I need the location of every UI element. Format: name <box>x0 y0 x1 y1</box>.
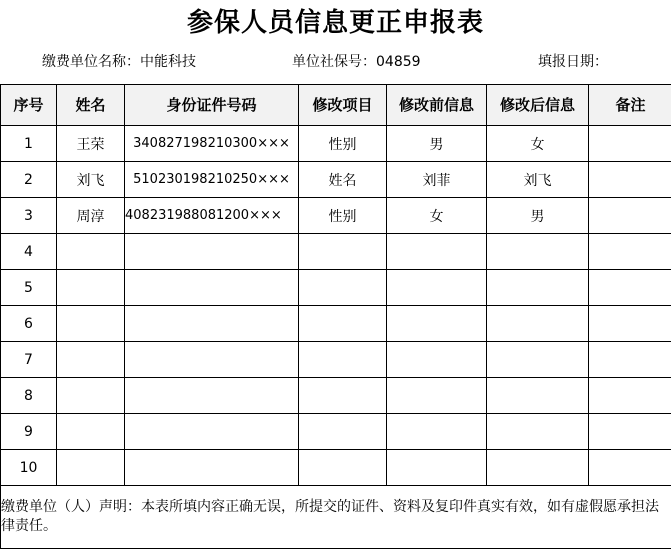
page-title: 参保人员信息更正申报表 <box>0 2 671 39</box>
cell-modified-item[interactable]: 姓名 <box>299 162 387 198</box>
cell-before-info[interactable]: 男 <box>387 126 487 162</box>
fill-date: 填报日期： <box>538 51 608 71</box>
unit-name: 缴费单位名称：中能科技 <box>42 51 196 71</box>
cell-seq[interactable]: 4 <box>1 234 57 270</box>
header-seq: 序号 <box>1 85 57 126</box>
table-row <box>1 234 671 270</box>
cell-id-number[interactable] <box>125 450 299 486</box>
header-modified-item: 修改项目 <box>299 85 387 126</box>
cell-seq[interactable]: 10 <box>1 450 57 486</box>
cell-remarks[interactable] <box>589 306 671 342</box>
cell-seq[interactable]: 5 <box>1 270 57 306</box>
table-row <box>1 342 671 378</box>
cell-name[interactable] <box>57 342 125 378</box>
cell-seq[interactable]: 8 <box>1 378 57 414</box>
cell-id-number[interactable] <box>125 378 299 414</box>
cell-after-info[interactable] <box>487 450 589 486</box>
cell-seq[interactable]: 1 <box>1 126 57 162</box>
cell-name[interactable] <box>57 450 125 486</box>
cell-after-info[interactable]: 男 <box>487 198 589 234</box>
table-row <box>1 162 671 198</box>
cell-name[interactable]: 周淳 <box>57 198 125 234</box>
table-row <box>1 306 671 342</box>
cell-seq[interactable]: 2 <box>1 162 57 198</box>
cell-name[interactable] <box>57 306 125 342</box>
cell-id-number[interactable] <box>125 234 299 270</box>
header-before-info: 修改前信息 <box>387 85 487 126</box>
cell-remarks[interactable] <box>589 378 671 414</box>
cell-after-info[interactable] <box>487 414 589 450</box>
cell-modified-item[interactable]: 性别 <box>299 126 387 162</box>
cell-before-info[interactable] <box>387 378 487 414</box>
cell-name[interactable] <box>57 414 125 450</box>
correction-table <box>0 84 671 549</box>
cell-id-number[interactable] <box>125 414 299 450</box>
cell-id-number[interactable] <box>125 342 299 378</box>
cell-remarks[interactable] <box>589 234 671 270</box>
cell-id-number[interactable] <box>125 306 299 342</box>
cell-remarks[interactable] <box>589 126 671 162</box>
table-row <box>1 450 671 486</box>
cell-after-info[interactable] <box>487 270 589 306</box>
cell-remarks[interactable] <box>589 450 671 486</box>
cell-before-info[interactable]: 女 <box>387 198 487 234</box>
cell-remarks[interactable] <box>589 162 671 198</box>
cell-seq[interactable]: 3 <box>1 198 57 234</box>
cell-modified-item[interactable] <box>299 378 387 414</box>
cell-after-info[interactable] <box>487 342 589 378</box>
cell-id-number[interactable]: 340827198210300××× <box>125 126 299 162</box>
cell-modified-item[interactable] <box>299 414 387 450</box>
cell-remarks[interactable] <box>589 198 671 234</box>
cell-name[interactable]: 刘飞 <box>57 162 125 198</box>
cell-before-info[interactable] <box>387 342 487 378</box>
header-remarks: 备注 <box>589 85 671 126</box>
table-row <box>1 126 671 162</box>
cell-modified-item[interactable]: 性别 <box>299 198 387 234</box>
cell-before-info[interactable] <box>387 234 487 270</box>
cell-modified-item[interactable] <box>299 342 387 378</box>
table-row <box>1 198 671 234</box>
cell-before-info[interactable]: 刘菲 <box>387 162 487 198</box>
cell-after-info[interactable] <box>487 378 589 414</box>
cell-before-info[interactable] <box>387 306 487 342</box>
cell-after-info[interactable] <box>487 306 589 342</box>
cell-name[interactable] <box>57 234 125 270</box>
cell-seq[interactable]: 7 <box>1 342 57 378</box>
cell-modified-item[interactable] <box>299 234 387 270</box>
cell-modified-item[interactable] <box>299 450 387 486</box>
cell-modified-item[interactable] <box>299 306 387 342</box>
table-row <box>1 414 671 450</box>
header-name: 姓名 <box>57 85 125 126</box>
cell-id-number[interactable]: 510230198210250××× <box>125 162 299 198</box>
cell-remarks[interactable] <box>589 270 671 306</box>
table-row <box>1 270 671 306</box>
cell-name[interactable]: 王荣 <box>57 126 125 162</box>
cell-after-info[interactable]: 刘飞 <box>487 162 589 198</box>
cell-before-info[interactable] <box>387 450 487 486</box>
cell-name[interactable] <box>57 270 125 306</box>
cell-seq[interactable]: 9 <box>1 414 57 450</box>
social-security-number: 单位社保号：04859 <box>292 51 421 71</box>
cell-remarks[interactable] <box>589 414 671 450</box>
cell-id-number[interactable]: 408231988081200××× <box>125 198 299 234</box>
cell-modified-item[interactable] <box>299 270 387 306</box>
cell-remarks[interactable] <box>589 342 671 378</box>
cell-before-info[interactable] <box>387 270 487 306</box>
declaration: 缴费单位（人）声明：本表所填内容正确无误，所提交的证件、资料及复印件真实有效，如有虚假愿承担法律责任。 <box>1 486 671 549</box>
header-id-number: 身份证件号码 <box>125 85 299 126</box>
cell-name[interactable] <box>57 378 125 414</box>
cell-after-info[interactable]: 女 <box>487 126 589 162</box>
cell-id-number[interactable] <box>125 270 299 306</box>
header-after-info: 修改后信息 <box>487 85 589 126</box>
cell-seq[interactable]: 6 <box>1 306 57 342</box>
cell-before-info[interactable] <box>387 414 487 450</box>
table-row <box>1 378 671 414</box>
cell-after-info[interactable] <box>487 234 589 270</box>
